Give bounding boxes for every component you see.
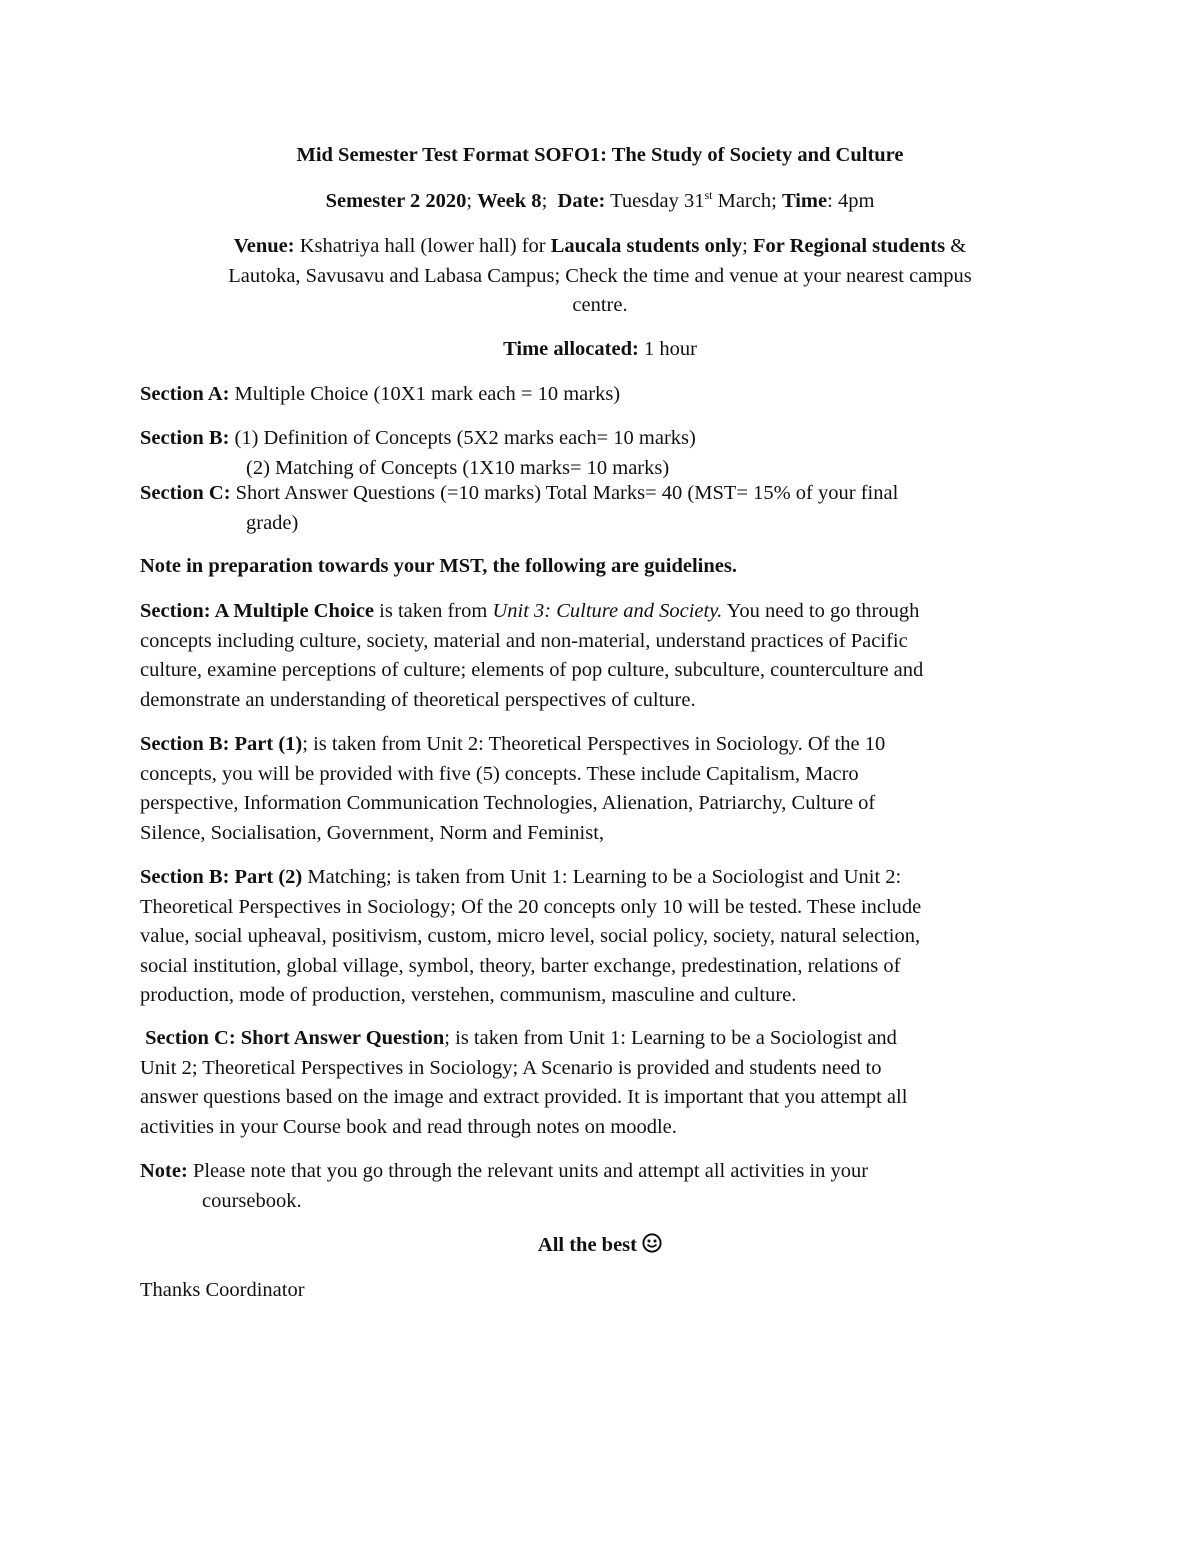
semester-label: Semester 2 2020	[325, 190, 467, 212]
guideline-section-a: Section: A Multiple Choice is taken from Unit 3: Culture and Society. You need to go through concepts including culture, society, material and non-material, understand practices of Pacific culture, examine perceptions of culture; elements of pop culture, subculture, counterculture and demonstrate an understanding of theoretical perspectives of culture.	[140, 600, 924, 711]
page-title: Mid Semester Test Format SOFO1: The Study of Society and Culture	[296, 144, 904, 166]
smiley-face-icon	[642, 1233, 662, 1253]
schedule-line: Semester 2 2020; Week 8; Date: Tuesday 31st March; Time: 4pm	[325, 188, 875, 212]
date-value: Tuesday 31st March	[610, 188, 772, 212]
week-label: Week 8	[477, 190, 542, 212]
final-note: Note: Please note that you go through the relevant units and attempt all activities in your coursebook.	[140, 1160, 869, 1212]
closing-best: All the best	[140, 1231, 1060, 1261]
guideline-section-b-part2: Section B: Part (2) Matching; is taken from Unit 1: Learning to be a Sociologist and Unit 2: Theoretical Perspectives in Sociology; Of the 20 concepts only 10 will be tested. These include value, social upheaval, positivism, custom, micro level, social policy, society, natural selection, social institution, global village, symbol, theory, barter exchange, predestination, relations of production, mode of production, verstehen, communism, masculine and culture.	[140, 866, 922, 1006]
date-label: Date:	[557, 190, 606, 212]
section-c-summary: Section C: Short Answer Questions (=10 marks) Total Marks= 40 (MST= 15% of your final grade)	[140, 482, 899, 534]
guideline-section-b-part1: Section B: Part (1); is taken from Unit 2: Theoretical Perspectives in Sociology. Of the 10 concepts, you will be provided with five (5) concepts. These include Capitalism, Macro perspective, Information Communication Technologies, Alienation, Patriarchy, Culture of Silence, Socialisation, Government, Norm and Feminist,	[140, 733, 886, 844]
time-label: Time	[781, 190, 828, 212]
venue-paragraph: Venue: Kshatriya hall (lower hall) for Laucala students only; For Regional students & Lautoka, Savusavu and Labasa Campus; Check the time and venue at your nearest campus centre.	[228, 235, 972, 316]
signoff: Thanks Coordinator	[140, 1279, 305, 1301]
section-a-summary: Section A: Multiple Choice (10X1 mark each = 10 marks)	[140, 383, 621, 405]
note-heading: Note in preparation towards your MST, the following are guidelines.	[140, 555, 737, 577]
section-b-summary: Section B: (1) Definition of Concepts (5X2 marks each= 10 marks) (2) Matching of Concepts (1X10 marks= 10 marks)	[140, 427, 696, 479]
time-value: 4pm	[837, 190, 875, 212]
time-allocated: Time allocated: 1 hour	[503, 338, 697, 360]
guideline-section-c: Section C: Short Answer Question; is taken from Unit 1: Learning to be a Sociologist and Unit 2; Theoretical Perspectives in Sociology; A Scenario is provided and students need to answer questions based on the image and extract provided. It is important that you attempt all activities in your Course book and read through notes on moodle.	[140, 1027, 908, 1138]
venue-label: Venue:	[233, 235, 295, 257]
